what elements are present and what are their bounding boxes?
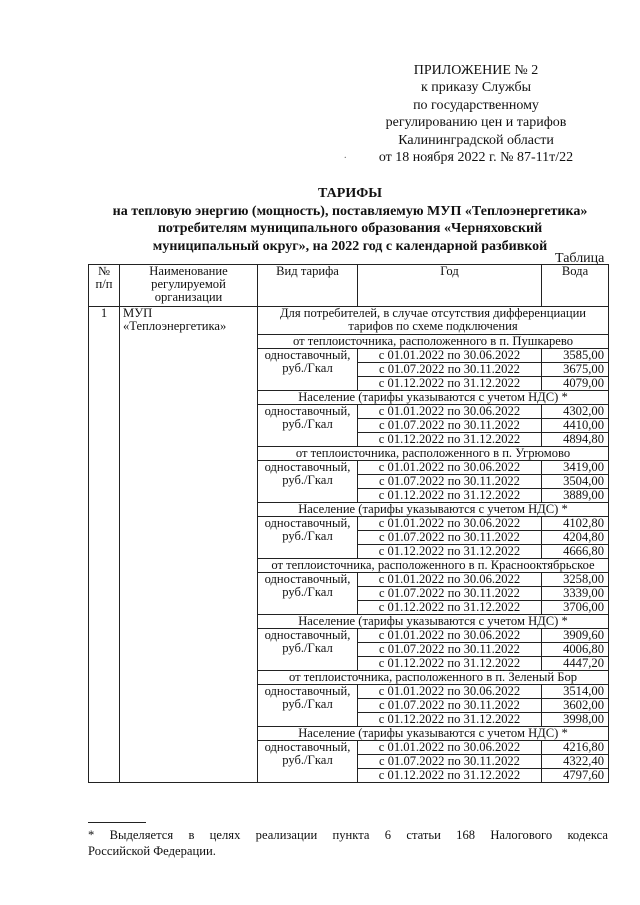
tariff-value: 3998,00 [542,713,609,727]
footnote [88,828,608,859]
tariff-value: 4102,80 [542,517,609,531]
tariff-type: одноставочный, руб./Гкал [258,461,358,503]
tariff-type: одноставочный, руб./Гкал [258,517,358,559]
period-cell: с 01.07.2022 по 30.11.2022 [358,419,542,433]
period-cell: с 01.07.2022 по 30.11.2022 [358,699,542,713]
tariff-value: 3909,60 [542,629,609,643]
organization-name: МУП «Теплоэнергетика» [120,307,258,783]
footnote-word: в [188,828,195,842]
period-cell: с 01.07.2022 по 30.11.2022 [358,531,542,545]
tariff-value: 3339,00 [542,587,609,601]
period-cell: с 01.12.2022 по 31.12.2022 [358,489,542,503]
tariff-value: 3504,00 [542,475,609,489]
table-caption: Таблица [555,251,605,266]
population-label: Население (тарифы указываются с учетом НДС) * [258,727,609,741]
tariff-value: 4204,80 [542,531,609,545]
tariff-value: 4322,40 [542,755,609,769]
tariff-type: одноставочный, руб./Гкал [258,741,358,783]
population-label: Население (тарифы указываются с учетом НДС) * [258,503,609,517]
period-cell: с 01.07.2022 по 30.11.2022 [358,755,542,769]
table-header-row [89,265,609,307]
footnote-word: реализации [255,828,318,842]
footnote-word: Выделяется [109,828,174,842]
header-line: ПРИЛОЖЕНИЕ № 2 [413,63,539,78]
tariff-value: 3514,00 [542,685,609,699]
population-label: Население (тарифы указываются с учетом НДС) * [258,615,609,629]
tariff-type: одноставочный, руб./Гкал [258,405,358,447]
general-note: Для потребителей, в случае отсутствия дифференциации тарифов по схеме подключения [258,307,609,335]
scan-dot: . [344,150,347,161]
header-water: Вода [542,265,609,307]
tariff-value: 4006,80 [542,643,609,657]
tariff-value: 3889,00 [542,489,609,503]
footnote-word: целях [209,828,241,842]
tariff-value: 3706,00 [542,601,609,615]
footnote-word: 6 [384,828,392,842]
tariff-value: 3602,00 [542,699,609,713]
period-cell: с 01.07.2022 по 30.11.2022 [358,363,542,377]
period-cell: с 01.12.2022 по 31.12.2022 [358,433,542,447]
period-cell: с 01.01.2022 по 30.06.2022 [358,517,542,531]
period-cell: с 01.12.2022 по 31.12.2022 [358,377,542,391]
period-cell: с 01.12.2022 по 31.12.2022 [358,769,542,783]
period-cell: с 01.01.2022 по 30.06.2022 [358,741,542,755]
row-number: 1 [89,307,120,783]
document-header [330,62,622,166]
footnote-divider [88,822,146,823]
period-cell: с 01.07.2022 по 30.11.2022 [358,587,542,601]
header-year: Год [358,265,542,307]
section-title: от теплоисточника, расположенного в п. Угрюмово [258,447,609,461]
period-cell: с 01.01.2022 по 30.06.2022 [358,349,542,363]
period-cell: с 01.12.2022 по 31.12.2022 [358,545,542,559]
tariff-value: 3585,00 [542,349,609,363]
footnote-line [88,828,608,844]
footnote-line: Российской Федерации. [88,843,216,858]
period-cell: с 01.01.2022 по 30.06.2022 [358,629,542,643]
period-cell: с 01.01.2022 по 30.06.2022 [358,573,542,587]
period-cell: с 01.12.2022 по 31.12.2022 [358,657,542,671]
header-line: к приказу Службы [421,80,531,96]
footnote-word: пункта [332,828,370,842]
tariff-value: 4894,80 [542,433,609,447]
header-line: от 18 ноября 2022 г. № 87-11т/22 [378,150,574,166]
header-org: Наименование регулируемой организации [120,265,258,307]
tariff-value: 4447,20 [542,657,609,671]
section-title: от теплоисточника, расположенного в п. Краснооктябрьское [258,559,609,573]
header-num: № п/п [89,265,120,307]
footnote-mark: * [88,828,95,842]
header-line: Калининградской области [398,132,554,148]
header-line: регулированию цен и тарифов [385,115,567,131]
tariff-type: одноставочный, руб./Гкал [258,629,358,671]
title-line: ТАРИФЫ [318,186,382,201]
header-line: по государственному [413,97,539,113]
period-cell: с 01.01.2022 по 30.06.2022 [358,685,542,699]
section-title: от теплоисточника, расположенного в п. Зеленый Бор [258,671,609,685]
section-title: от теплоисточника, расположенного в п. Пушкарево [258,335,609,349]
tariff-table [88,264,609,783]
tariff-value: 4216,80 [542,741,609,755]
tariff-value: 3419,00 [542,461,609,475]
period-cell: с 01.07.2022 по 30.11.2022 [358,475,542,489]
footnote-word: 168 [456,828,476,842]
tariff-value: 4666,80 [542,545,609,559]
footnote-word: статьи [406,828,441,842]
title-line: муниципальный округ», на 2022 год с календарной разбивкой [152,238,548,254]
general-note-row [89,307,609,335]
period-cell: с 01.12.2022 по 31.12.2022 [358,601,542,615]
title-line: на тепловую энергию (мощность), поставляемую МУП «Теплоэнергетика» [112,203,588,219]
tariff-type: одноставочный, руб./Гкал [258,573,358,615]
population-label: Население (тарифы указываются с учетом НДС) * [258,391,609,405]
header-type: Вид тарифа [258,265,358,307]
tariff-value: 3258,00 [542,573,609,587]
footnote-word: кодекса [567,828,608,842]
tariff-type: одноставочный, руб./Гкал [258,349,358,391]
period-cell: с 01.12.2022 по 31.12.2022 [358,713,542,727]
tariff-value: 4079,00 [542,377,609,391]
period-cell: с 01.07.2022 по 30.11.2022 [358,643,542,657]
tariff-value: 4302,00 [542,405,609,419]
footnote-word: Налогового [490,828,553,842]
title-line: потребителям муниципального образования «Черняховский [157,221,543,236]
document-title [70,185,630,255]
tariff-type: одноставочный, руб./Гкал [258,685,358,727]
tariff-value: 3675,00 [542,363,609,377]
period-cell: с 01.01.2022 по 30.06.2022 [358,405,542,419]
period-cell: с 01.01.2022 по 30.06.2022 [358,461,542,475]
tariff-value: 4410,00 [542,419,609,433]
tariff-value: 4797,60 [542,769,609,783]
